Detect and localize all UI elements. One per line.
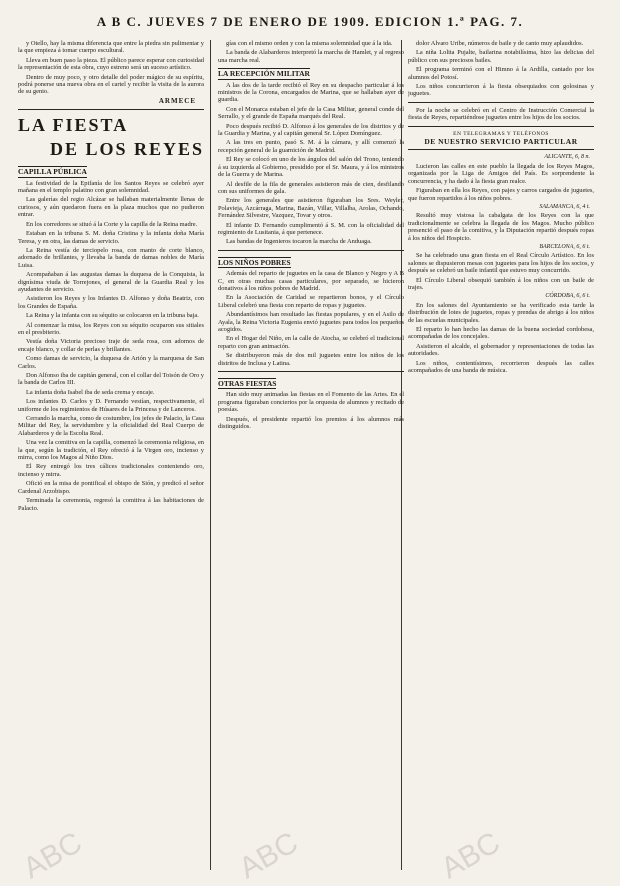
paragraph: Resultó muy vistosa la cabalgata de los Reyes con la que tradicionalmente se celebra la llegada de los Magos. Mucho público presenció el paso de la comitiva, y la Diputación repartió después ropas á los niños del Hospicio. [408,212,594,242]
subheading-ninos-pobres: LOS NIÑOS POBRES [218,257,291,267]
paragraph: El programa terminó con el Himno á la Ardilla, cantado por los alumnos del Potosí. [408,66,594,81]
paragraph: Lleva en buen paso la pieza. El público parece esperar con curiosidad la representación de esta obra, cuyo estreno será un suceso artístico. [18,56,204,72]
paragraph: Lucieron las calles en este pueblo la llegada de los Reyes Magos, organizada por la Liga de Amigos del País. Es sorprendente la concurrencia, y ha dado á la fiesta gran realce. [408,162,594,185]
column-3 [408,40,594,870]
author-signature: ARMECE [158,96,196,105]
paragraph: Ofició en la misa de pontifical el obispo de Sión, y predicó el señor Cardenal Arzobispo. [18,480,204,495]
abc-watermark: ABC [233,825,304,886]
paragraph: Por la noche se celebró en el Centro de Instrucción Comercial la fiesta de Reyes, repartiéndose juguetes entre los hijos de los socios. [408,106,594,122]
divider [218,250,404,251]
abc-watermark: ABC [17,825,88,886]
subheading-otras-fiestas: OTRAS FIESTAS [218,379,277,389]
paragraph: La festividad de la Epifanía de los Santos Reyes se celebró ayer mañana en el templo palatino con gran solemnidad. [18,179,204,195]
paragraph: A las tres en punto, pasó S. M. á la cámara, y allí comenzó la recepción general de la guarnición de Madrid. [218,139,404,154]
paragraph: En los corredores se situó á la Corte y la capilla de la Reina madre. [26,220,198,228]
paragraph: La niña Lolita Pujalte, bailarina notabilísima, hizo las delicias del público con sus preciosos bailes. [408,49,594,64]
divider [18,109,204,110]
paragraph: Cerrando la marcha, como de costumbre, los jefes de Palacio, la Casa Militar del Rey, la servidumbre y la oficialidad del Real Cuerpo de Alabarderos y de la Escolta Real. [18,415,204,437]
telegram-heading: EN TELEGRAMAS Y TELÉFONOS [453,130,549,137]
capilla-body [18,180,204,512]
paragraph: En el Hogar del Niño, en la calle de Atocha, se celebró el tradicional reparto con gran animación. [218,335,404,350]
paragraph: Vestía doña Victoria precioso traje de seda rosa, con adornos de encaje blanco, y collar de perlas y brillantes. [18,338,204,353]
page-header: A B C. JUEVES 7 DE ENERO DE 1909. EDICION 1.ª PAG. 7. [96,14,524,29]
paragraph: Asistieron los Reyes y los Infantes D. Alfonso y doña Beatriz, con los Grandes de España. [18,295,204,310]
paragraph: En los salones del Ayuntamiento se ha verificado esta tarde la distribución de lotes de juguetes, ropas y prendas de abrigo á los niños de las escuelas municipales. [408,301,594,324]
divider [408,126,594,127]
section-title-de-los-reyes: DE LOS REYES [49,139,204,160]
paragraph: Se ha celebrado una gran fiesta en el Real Círculo Artístico. En los salones se dispusieron mesas con juguetes para los hijos de los socios, y después se celebró un baile infantil que estuvo muy concurrido. [408,252,594,275]
dateline: BARCELONA, 6, 6 t. [539,243,590,250]
paragraph: gías con el mismo orden y con la misma solemnidad que á la ida. [226,40,393,47]
paragraph: Poco después recibió D. Alfonso á los generales de los distritos y de la Guardia y Marina, y al capitán general Sr. López Domínguez. [218,122,404,138]
paragraph: El reparto lo han hecho las damas de la buena sociedad cordobesa, acompañadas de los concejales. [408,326,594,341]
section-title-la-fiesta: LA FIESTA [18,115,129,136]
paragraph: Además del reparto de juguetes en la casa de Blanco y Negro y A B C, en otras muchas casas particulares, por separado, se hicieron donativos á los niños pobres de Madrid. [218,270,404,292]
paragraph: Abundantísimos han resultado las fiestas populares, y en el Asilo de Ayala, la Reina Victoria Eugenia envió juguetes para todos los pequeños acogidos. [218,311,404,333]
paragraph: Acompañaban á las augustas damas la duquesa de la Conquista, la dignísima viuda de Torrejones, el general de la Guardia Real y los ayudantes de servicio. [18,271,204,293]
paragraph: Las bandas de Ingenieros tocaron la marcha de Anduaga. [226,238,372,246]
paragraph: Los niños concurrieron á la fiesta obsequiados con golosinas y juguetes. [408,83,594,98]
paragraph: Después, el presidente repartió los premios á los alumnos más distinguidos. [218,415,404,431]
divider [408,102,594,103]
paragraph: A las dos de la tarde recibió el Rey en su despacho particular á los ministros de la Corona, encargados de Marina, que se hallaban ayer de guardia. [218,81,404,104]
paragraph: Estaban en la tribuna S. M. doña Cristina y la infanta doña María Teresa, y en otra, las damas de servicio. [18,230,204,245]
paragraph: La banda de Alabarderos interpretó la marcha de Hamlet, y al regreso una marcha real. [218,49,404,64]
paragraph: Una vez la comitiva en la capilla, comenzó la ceremonia religiosa, en la que, según la tradición, el Rey ofreció á la Virgen oro, incienso y mirra, como los Magos al Niño Dios. [18,439,204,462]
paragraph: Los niños, contentísimos, recorrieron después las calles acompañados de una banda de música. [408,359,594,375]
divider [218,371,404,372]
column-2 [218,40,404,870]
paragraph: El Rey entregó los tres cálices tradicionales conteniendo oro, incienso y mirra. [18,463,204,478]
paragraph: La Reina y la infanta con su séquito se colocaron en la tribuna baja. [26,312,199,320]
paragraph: El Círculo Liberal obsequió también á los niños con un baile de trajes. [408,276,594,291]
paragraph: Terminada la ceremonia, regresó la comitiva á las habitaciones de Palacio. [18,497,204,512]
paragraph: y Otello, hay la misma diferencia que entre la piedra sin pulimentar y la que empieza á tomar cuerpo escultural. [18,40,204,55]
paragraph: Don Alfonso iba de capitán general, con el collar del Toisón de Oro y la banda de Carlos III. [18,372,204,387]
paragraph: Como damas de servicio, la duquesa de Arión y la marquesa de San Carlos. [18,355,204,370]
paragraph: Al desfile de la fila de generales asistieron más de cien, desfilando con sus uniformes de gala. [218,180,404,195]
abc-watermark: ABC [435,825,506,886]
paragraph: Dentro de muy poco, y otro detalle del poder mágico de su espíritu, podrá ponerse una nueva obra en el cartel y recibir la visita de la aurora de su genio. [18,73,204,96]
dateline: CÓRDOBA, 6, 6 t. [545,293,590,300]
paragraph: Se distribuyeron más de dos mil juguetes entre los niños de los distritos de Inclusa y Latina. [218,352,404,367]
paragraph: Con el Monarca estaban el jefe de la Casa Militar, general conde del Serrallo, y el grande de España marqués del Real. [218,105,404,121]
dateline: ALICANTE, 6, 8 n. [544,154,590,161]
column-rule [210,40,211,870]
paragraph: El infante D. Fernando cumplimentó á S. M. con la oficialidad del regimiento de Lusitania, á que pertenece. [218,221,404,236]
paragraph: Al comenzar la misa, los Reyes con su séquito ocuparon sus sitiales en el presbiterio. [18,321,204,336]
subheading-recepcion: LA RECEPCIÓN MILITAR [218,69,310,79]
divider [408,149,594,150]
paragraph: Las galerías del regio Alcázar se hallaban materialmente llenas de curiosos, y aún quedaron fuera en la plaza muchos que no pudieron entrar. [18,196,204,219]
paragraph: La Reina vestía de terciopelo rosa, con manto de corte blanco, adornado de brillantes, y llevaba la banda de damas nobles de María Luisa. [18,246,204,269]
paragraph: La infanta doña Isabel iba de seda crema y encaje. [26,388,155,396]
telegram-subheading: DE NUESTRO SERVICIO PARTICULAR [424,137,578,147]
dateline: SALAMANCA, 6, 4 t. [539,203,590,210]
paragraph: Asistieron el alcalde, el gobernador y representaciones de todas las autoridades. [408,342,594,358]
paragraph: Figuraban en ella los Reyes, con pajes y carros cargados de juguetes, que fueron repartidos á los niños pobres. [408,187,594,202]
paragraph: El Rey se colocó en uno de los ángulos del salón del Trono, teniendo á su izquierda al Gobierno, presidido por el Sr. Maura, y á los ministros de la Guerra y de Marina. [218,156,404,179]
paragraph: En la Asociación de Caridad se repartieron bonos, y el Círculo Liberal celebró una fiesta con reparto de ropas y juguetes. [218,294,404,309]
subheading-capilla: CAPILLA PÚBLICA [18,167,87,177]
paragraph: dolor Alvaro Uribe, números de baile y de canto muy aplaudidos. [416,40,584,47]
paragraph: Han sido muy animadas las fiestas en el Fomento de las Artes. En el programa figuraban conciertos por la orquesta de alumnos y recitado de poesías. [218,391,404,414]
column-1 [18,40,204,870]
paragraph: Entre los generales que asistieron figuraban los Sres. Weyler, Polavieja, Azcárraga, Marina, Bazán, Villar, Villalba, Arolas, Ochando, Fernández Silvestre, Vazquez, Tovar y otros. [218,197,404,220]
paragraph: Los infantes D. Carlos y D. Fernando vestían, respectivamente, el uniforme de los regimientos de Húsares de la Princesa y de Lanceros. [18,398,204,413]
col1-top [18,40,204,96]
